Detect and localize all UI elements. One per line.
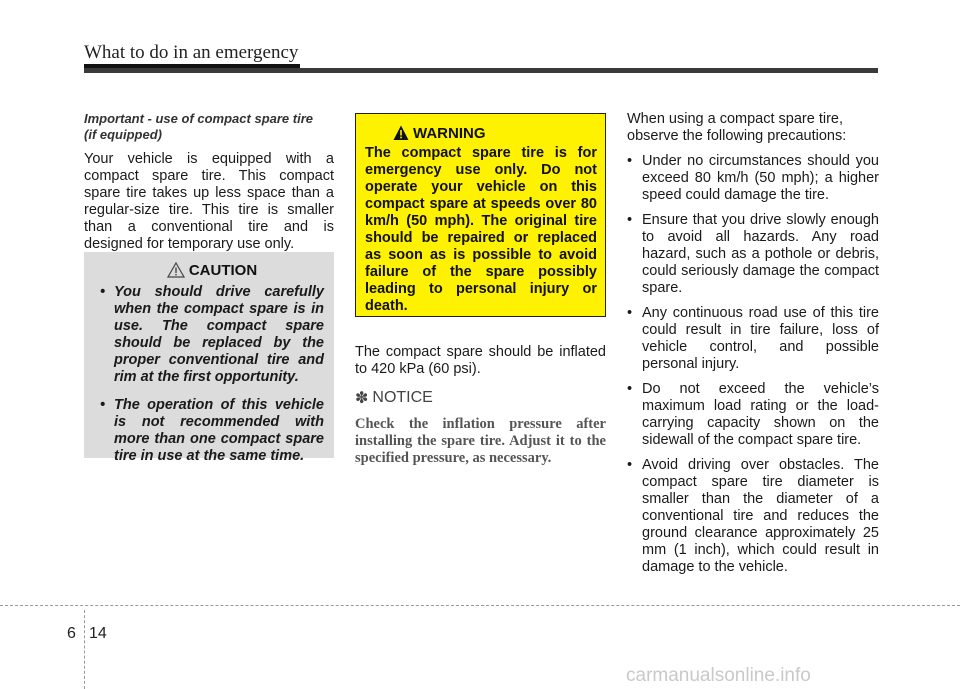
subhead	[84, 111, 334, 143]
caution-title-row	[100, 260, 324, 280]
caution-triangle-icon	[167, 262, 185, 278]
notice-text: Check the inflation pressure after installing the spare tire. Adjust it to the specified pressure, as necessary.	[355, 416, 606, 466]
caution-item: • The operation of this vehicle is not recommended with more than one compact spare tire in use at the same time.	[100, 397, 324, 465]
footer-divider	[0, 605, 960, 606]
warning-title: WARNING	[413, 124, 486, 142]
precaution-item: • Ensure that you drive slowly enough to avoid all hazards. Any road hazard, such as a pothole or debris, could seriously damage the compact spare.	[627, 212, 879, 297]
intro-paragraph: Your vehicle is equipped with a compact spare tire. This compact spare tire takes up less space than a regular-size tire. This tire is smaller than a conventional tire and is designed for temporary use only.	[84, 151, 334, 252]
column-left	[84, 111, 334, 253]
precaution-item: • Under no circumstances should you exceed 80 km/h (50 mph); a higher speed could damage the tire.	[627, 153, 879, 204]
precaution-item: • Any continuous road use of this tire could result in tire failure, loss of vehicle control, and possible personal injury.	[627, 305, 879, 373]
precautions-intro: When using a compact spare tire, observe the following precautions:	[627, 111, 847, 144]
footer-vertical-divider	[84, 610, 85, 689]
inflation-paragraph: The compact spare should be inflated to 420 kPa (60 psi).	[355, 344, 606, 377]
page-number: 14	[89, 625, 107, 642]
precaution-item: • Do not exceed the vehicle’s maximum load rating or the load-carrying capacity shown on the sidewall of the compact spare tire.	[627, 381, 879, 449]
subhead-line2: (if equipped)	[84, 127, 162, 142]
caution-box	[84, 252, 334, 464]
notice-heading	[355, 388, 433, 408]
precaution-item: • Avoid driving over obstacles. The compact spare tire diameter is smaller than the diameter of a conventional tire and reduces the ground clearance approximately 25 mm (1 inch), which could result in damage to the vehicle.	[627, 457, 879, 576]
caution-title: CAUTION	[188, 261, 258, 279]
warning-title-row	[365, 123, 597, 143]
column-right	[627, 111, 879, 584]
warning-box	[355, 113, 606, 317]
notice-title: NOTICE	[372, 389, 433, 406]
caution-item: • You should drive carefully when the compact spare is in use. The compact spare should be replaced by the proper conventional tire and rim at the first opportunity.	[100, 284, 324, 386]
header-divider	[84, 68, 878, 73]
precautions-list	[627, 153, 879, 576]
watermark: carmanualsonline.info	[626, 665, 811, 686]
subhead-line1: Important - use of compact spare tire	[84, 111, 313, 126]
caution-list	[100, 284, 324, 465]
warning-triangle-icon	[393, 125, 409, 141]
notice-star-icon: ✽	[355, 390, 369, 407]
section-header-title: What to do in an emergency	[84, 42, 299, 63]
chapter-number: 6	[67, 625, 76, 642]
warning-text: The compact spare tire is for emergency use only. Do not operate your vehicle on this compact spare at speeds over 80 km/h (50 mph). The original tire should be repaired or replaced as soon as is possible to avoid failure of the spare possibly leading to personal injury or death.	[365, 145, 597, 314]
